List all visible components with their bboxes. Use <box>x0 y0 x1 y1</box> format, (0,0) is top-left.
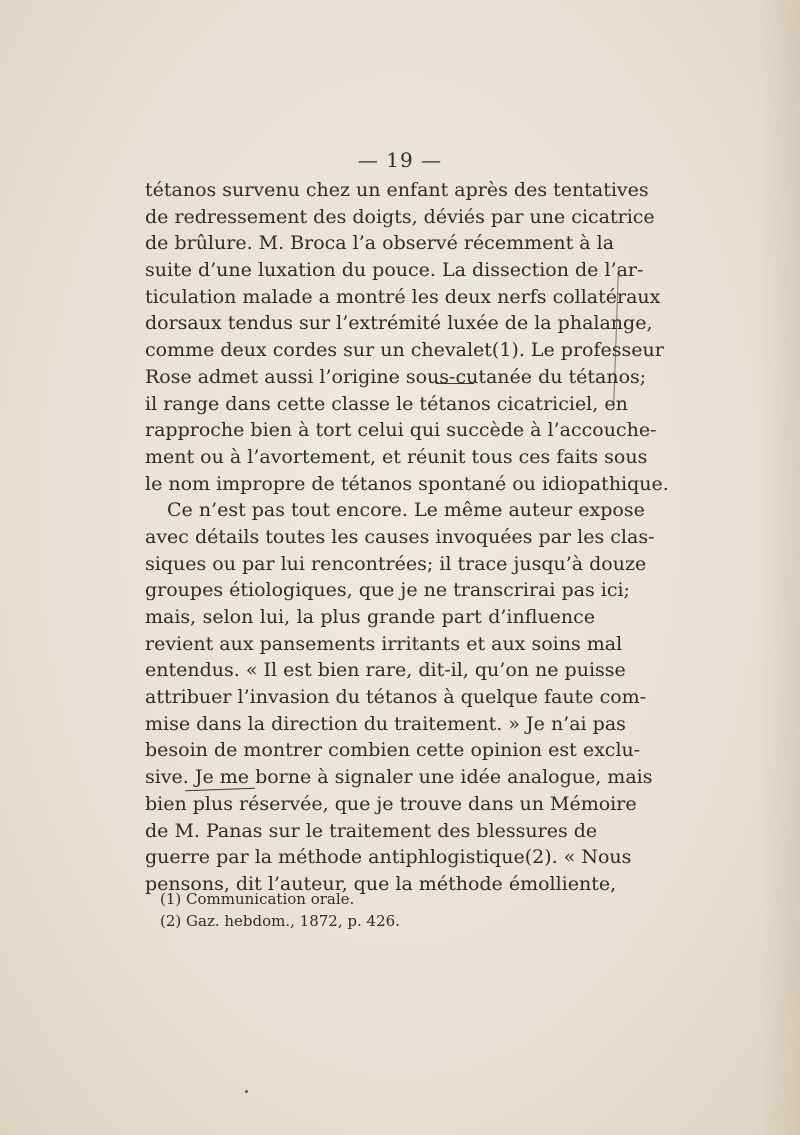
pencil-underline <box>436 381 474 384</box>
paper-speck <box>245 1090 248 1093</box>
text-line: mais, selon lui, la plus grande part d’influence <box>145 606 595 628</box>
text-line: suite d’une luxation du pouce. La dissection de l’ar- <box>145 259 644 282</box>
text-line: dorsaux tendus sur l’extrémité luxée de la phalange, <box>145 312 653 335</box>
text-line: de redressement des doigts, déviés par une cicatrice <box>145 205 655 228</box>
text-line: comme deux cordes sur un chevalet(1). Le professeur <box>145 339 664 362</box>
text-line: avec détails toutes les causes invoquées par les clas- <box>145 525 655 548</box>
text-line: tétanos survenu chez un enfant après des tentatives <box>145 179 649 201</box>
text-line: Ce n’est pas tout encore. Le même auteur expose <box>167 499 645 522</box>
text-line: ticulation malade a montré les deux nerfs collatéraux <box>145 285 661 308</box>
footnote: (1) Communication orale. <box>160 890 355 908</box>
text-line: mise dans la direction du traitement. » Je n’ai pas <box>145 712 626 735</box>
text-line: Rose admet aussi l’origine sous-cutanée du tétanos; <box>145 365 647 388</box>
page-number: — 19 — <box>357 148 443 172</box>
text-line: le nom impropre de tétanos spontané ou idiopathique. <box>145 472 669 495</box>
text-line: attribuer l’invasion du tétanos à quelque faute com- <box>145 686 647 709</box>
text-line: pensons, dit l’auteur, que la méthode émolliente, <box>145 872 617 895</box>
text-line: siques ou par lui rencontrées; il trace jusqu’à douze <box>145 552 647 575</box>
footnote: (2) Gaz. hebdom., 1872, p. 426. <box>160 912 400 930</box>
text-line: de brûlure. M. Broca l’a observé récemment à la <box>145 232 615 255</box>
text-line: ment ou à l’avortement, et réunit tous ces faits sous <box>145 445 648 468</box>
footnotes <box>160 888 580 932</box>
text-line: besoin de montrer combien cette opinion est exclu- <box>145 739 641 762</box>
text-line: entendus. « Il est bien rare, dit-il, qu’on ne puisse <box>145 659 626 682</box>
text-line: de M. Panas sur le traitement des blessures de <box>145 819 598 842</box>
text-line: groupes étiologiques, que je ne transcrirai pas ici; <box>145 579 630 602</box>
text-line: revient aux pansements irritants et aux soins mal <box>145 632 623 655</box>
text-line: bien plus réservée, que je trouve dans un Mémoire <box>145 792 637 815</box>
text-line: rapproche bien à tort celui qui succède à l’accouche- <box>145 419 657 442</box>
text-line: guerre par la méthode antiphlogistique(2). « Nous <box>145 846 632 869</box>
text-line: il range dans cette classe le tétanos cicatriciel, en <box>145 392 628 415</box>
text-line: sive. Je me borne à signaler une idée analogue, mais <box>145 766 653 789</box>
